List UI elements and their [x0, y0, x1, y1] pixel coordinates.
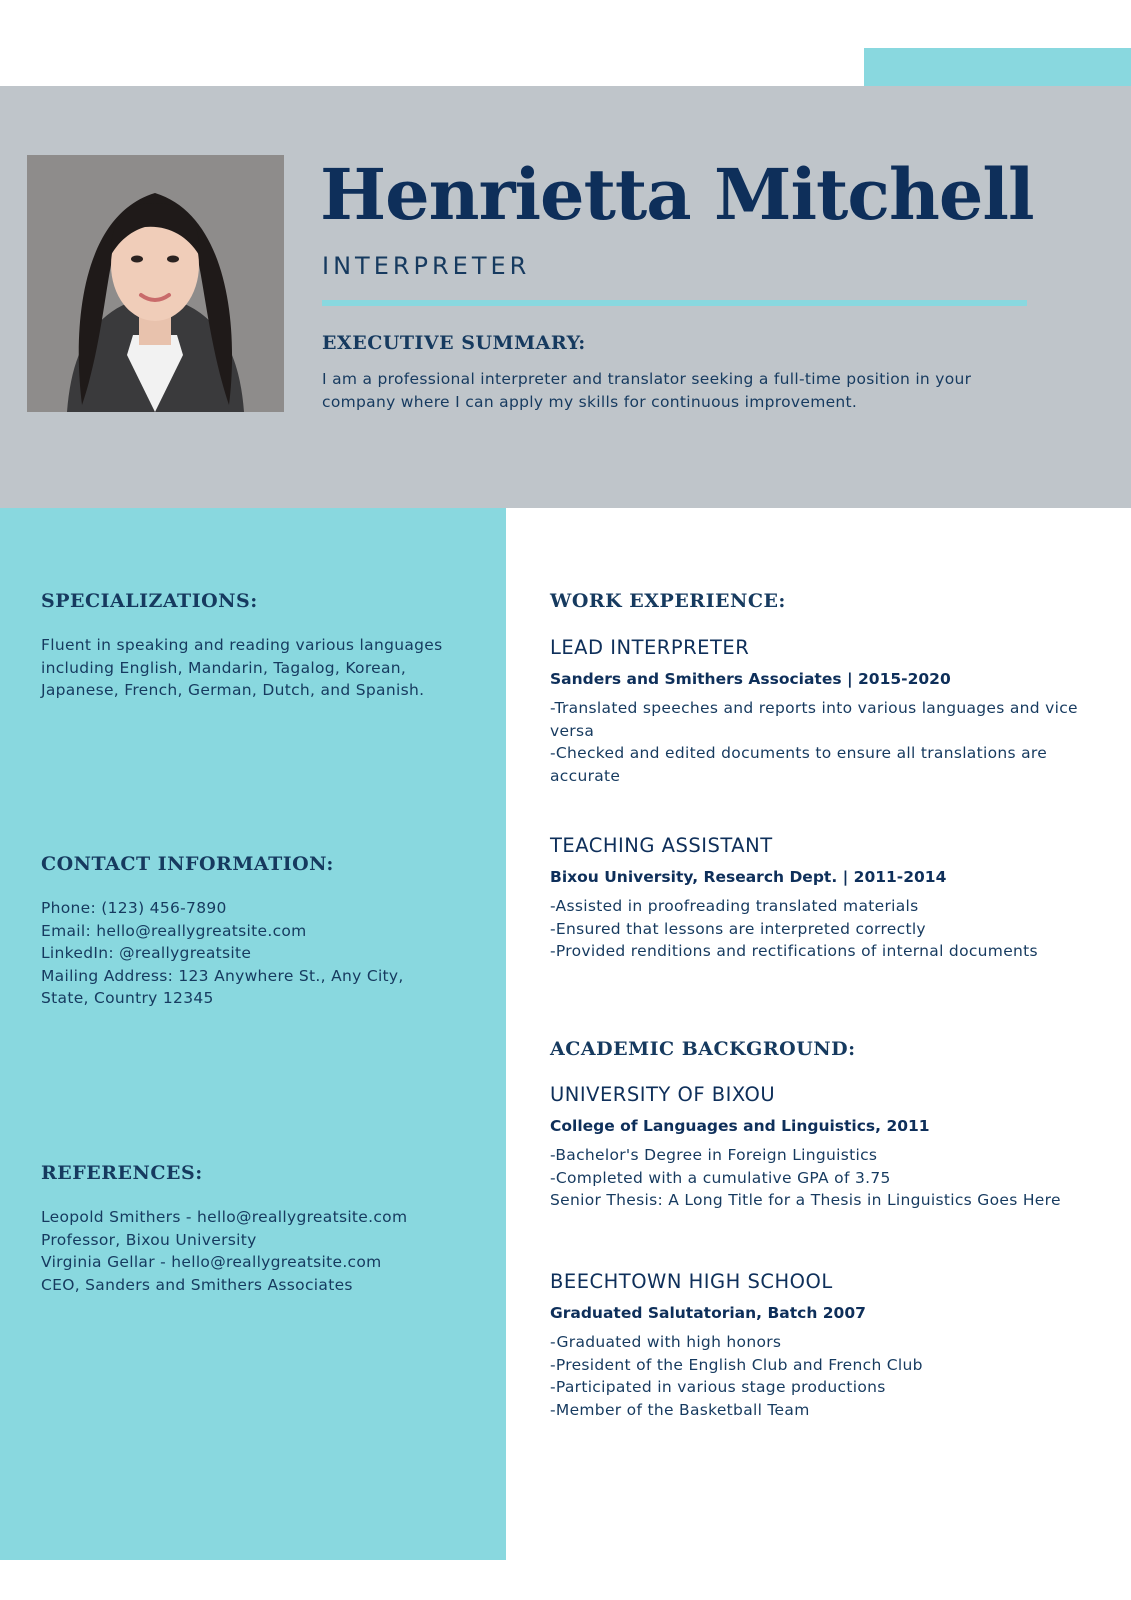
contact-address: State, Country 12345: [41, 989, 214, 1007]
work-experience-heading: WORK EXPERIENCE:: [550, 590, 786, 612]
school-details: [550, 1144, 1061, 1212]
candidate-name: Henrietta Mitchell: [320, 153, 1034, 236]
school-detail-line: -Completed with a cumulative GPA of 3.75: [550, 1168, 891, 1187]
summary-line: company where I can apply my skills for continuous improvement.: [322, 392, 858, 411]
summary-text: [322, 368, 971, 413]
summary-line: I am a professional interpreter and translator seeking a full-time position in your: [322, 370, 972, 388]
specializations-text: [41, 634, 442, 702]
school-detail-line: -Member of the Basketball Team: [550, 1400, 810, 1419]
job-detail-line: -Assisted in proofreading translated materials: [550, 897, 919, 915]
school-detail-line: Senior Thesis: A Long Title for a Thesis in Linguistics Goes Here: [550, 1191, 1061, 1209]
job-details: [550, 895, 1038, 963]
academic-background-heading: ACADEMIC BACKGROUND:: [550, 1038, 856, 1060]
contact-heading: CONTACT INFORMATION:: [41, 853, 334, 875]
school-program: Graduated Salutatorian, Batch 2007: [550, 1304, 866, 1322]
specializations-line: Fluent in speaking and reading various languages: [41, 636, 443, 654]
contact-text: [41, 897, 404, 1010]
specializations-heading: SPECIALIZATIONS:: [41, 590, 258, 612]
job-detail-line: -Provided renditions and rectifications of internal documents: [550, 942, 1038, 960]
references-heading: REFERENCES:: [41, 1162, 203, 1184]
job-detail-line: versa: [550, 721, 595, 740]
contact-linkedin: LinkedIn: @reallygreatsite: [41, 944, 252, 962]
job-organization: Sanders and Smithers Associates | 2015-2020: [550, 670, 951, 688]
references-text: [41, 1206, 407, 1296]
school-detail-line: -President of the English Club and French Club: [550, 1355, 923, 1374]
school-detail-line: -Participated in various stage productions: [550, 1378, 886, 1396]
contact-phone: Phone: (123) 456-7890: [41, 899, 227, 917]
accent-bar: [864, 48, 1131, 86]
job-details: [550, 697, 1078, 787]
job-detail-line: -Translated speeches and reports into various languages and vice: [550, 699, 1078, 717]
job-detail-line: accurate: [550, 766, 621, 785]
reference-line: Virginia Gellar - hello@reallygreatsite.com: [41, 1253, 382, 1271]
specializations-line: including English, Mandarin, Tagalog, Korean,: [41, 658, 407, 677]
summary-heading: EXECUTIVE SUMMARY:: [322, 332, 586, 354]
school-name: UNIVERSITY OF BIXOU: [550, 1083, 776, 1106]
job-title: TEACHING ASSISTANT: [550, 834, 773, 857]
contact-address: Mailing Address: 123 Anywhere St., Any City,: [41, 966, 404, 985]
job-title: LEAD INTERPRETER: [550, 636, 750, 659]
job-detail-line: -Ensured that lessons are interpreted correctly: [550, 919, 926, 938]
reference-line: CEO, Sanders and Smithers Associates: [41, 1275, 353, 1294]
job-role: INTERPRETER: [322, 252, 531, 280]
school-name: BEECHTOWN HIGH SCHOOL: [550, 1270, 833, 1293]
header-divider: [322, 300, 1027, 306]
school-details: [550, 1331, 923, 1421]
school-program: College of Languages and Linguistics, 2011: [550, 1117, 930, 1135]
specializations-line: Japanese, French, German, Dutch, and Spanish.: [41, 681, 425, 699]
reference-line: Professor, Bixou University: [41, 1230, 257, 1249]
reference-line: Leopold Smithers - hello@reallygreatsite.com: [41, 1208, 408, 1226]
job-organization: Bixou University, Research Dept. | 2011-2014: [550, 868, 947, 886]
profile-photo: [27, 155, 284, 412]
school-detail-line: -Bachelor's Degree in Foreign Linguistics: [550, 1146, 878, 1164]
job-detail-line: -Checked and edited documents to ensure all translations are: [550, 744, 1048, 762]
school-detail-line: -Graduated with high honors: [550, 1333, 782, 1351]
contact-email: Email: hello@reallygreatsite.com: [41, 921, 307, 940]
